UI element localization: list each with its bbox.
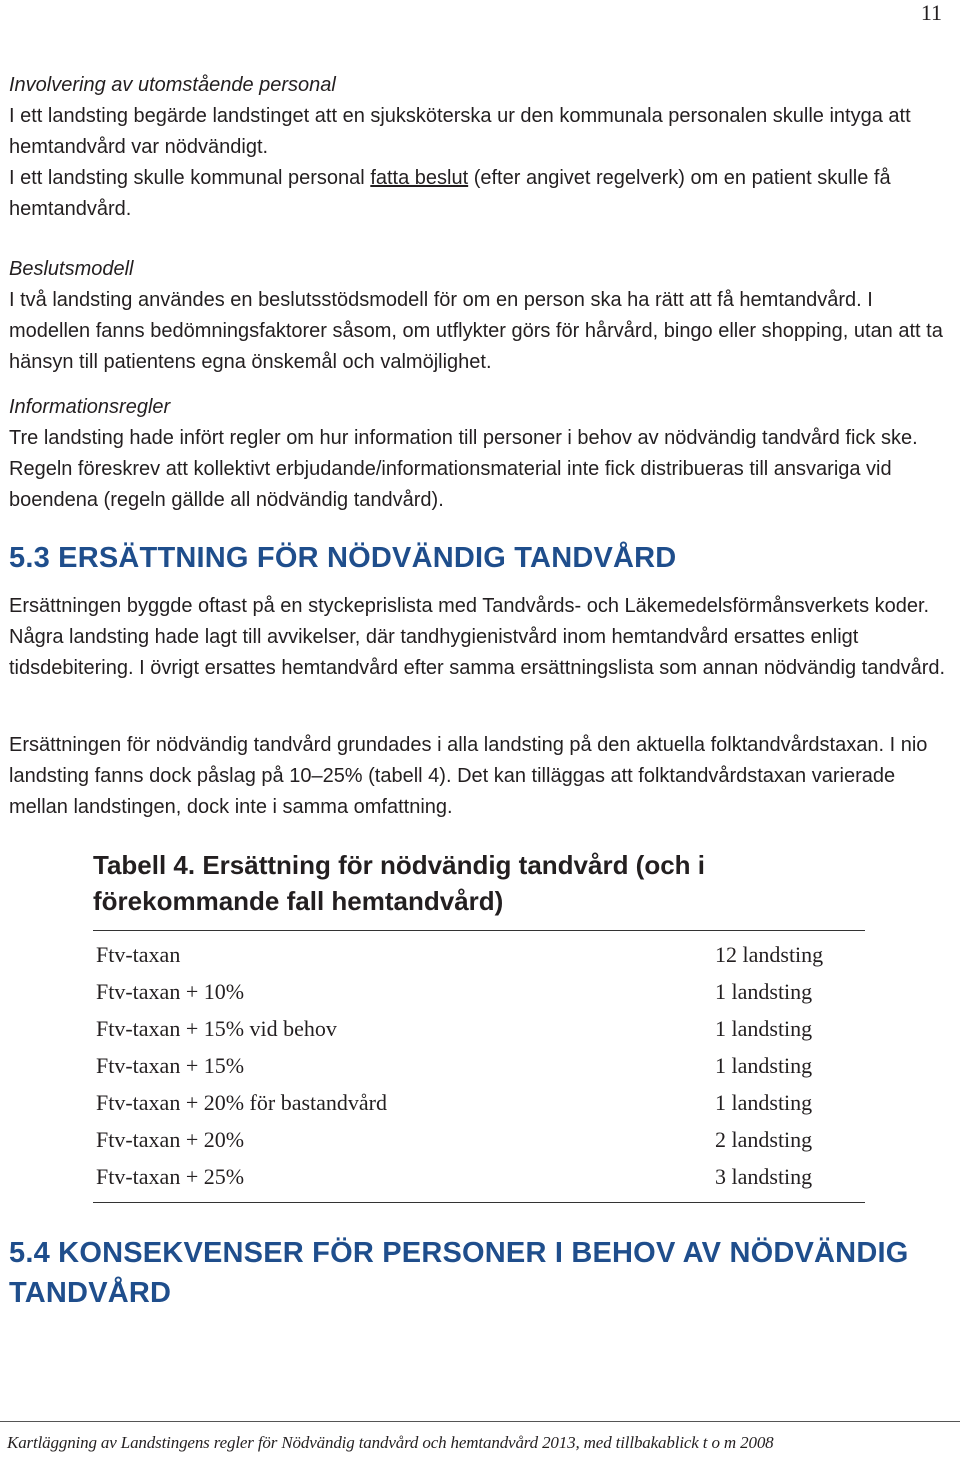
table-cell-taxa: Ftv-taxan + 15% vid behov <box>96 1016 337 1041</box>
table-cell-count: 2 landsting <box>715 1127 813 1152</box>
table-row <box>93 1120 865 1157</box>
table-4 <box>93 930 865 1203</box>
beslutsmodell-section <box>9 254 949 378</box>
involvering-p2-end: (efter angivet regelverk) om en patient skulle få hemtandvård. <box>9 167 891 220</box>
section-5-4-heading: 5.4 KONSEKVENSER FÖR PERSONER I BEHOV AV NÖDVÄNDIG TANDVÅRD <box>9 1237 909 1309</box>
table-cell-count: 12 landsting <box>715 942 824 967</box>
table-cell-taxa: Ftv-taxan + 20% för bastandvård <box>96 1090 387 1115</box>
section-5-3-paragraph-1: Ersättningen byggde oftast på en styckeprislista med Tandvårds- och Läkemedelsförmånsverkets koder. Några landsting hade lagt till avvikelser, där tandhygienistvård inom hemtandvård ersattes enligt tidsdebitering. I övrigt ersattes hemtandvård efter samma ersättningslista som annan nödvändig tandvård. <box>9 595 946 679</box>
section-5-3-heading: 5.3 ERSÄTTNING FÖR NÖDVÄNDIG TANDVÅRD <box>9 542 677 574</box>
informationsregler-paragraph: Tre landsting hade infört regler om hur information till personer i behov av nödvändig tandvård fick ske. Regeln föreskrev att kollektivt erbjudande/informationsmaterial inte fick distribueras till ansvariga vid boendena (regeln gällde all nödvändig tandvård). <box>9 427 918 511</box>
table-cell-count: 1 landsting <box>715 1053 813 1078</box>
page-number: 11 <box>920 0 942 25</box>
beslutsmodell-paragraph: I två landsting användes en beslutsstödsmodell för om en person ska ha rätt att få hemtandvård. I modellen fanns bedömningsfaktorer såsom, om utflykter görs för hårvård, bingo eller shopping, utan att ta hänsyn till patientens egna önskemål och valmöjlighet. <box>9 289 943 373</box>
involvering-section <box>9 70 949 225</box>
footer-divider <box>0 1421 960 1422</box>
involvering-p2-start: I ett landsting skulle kommunal personal <box>9 167 371 189</box>
informationsregler-heading: Informationsregler <box>9 396 171 418</box>
beslutsmodell-heading: Beslutsmodell <box>9 258 134 280</box>
section-5-3-paragraph-2: Ersättningen för nödvändig tandvård grundades i alla landsting på den aktuella folktandvårdstaxan. I nio landsting fanns dock påslag på 10–25% (tabell 4). Det kan tilläggas att folktandvårdstaxan varierade mellan landstingen, dock inte i samma omfattning. <box>9 734 928 818</box>
table-cell-count: 1 landsting <box>715 1016 813 1041</box>
involvering-paragraph-1: I ett landsting begärde landstinget att en sjuksköterska ur den kommunala personalen skulle intyga att hemtandvård var nödvändigt. <box>9 105 911 158</box>
table-row <box>93 1046 865 1083</box>
table-cell-taxa: Ftv-taxan + 20% <box>96 1127 245 1152</box>
table-cell-taxa: Ftv-taxan + 25% <box>96 1164 245 1189</box>
fatta-beslut-link[interactable]: fatta beslut <box>370 167 469 189</box>
informationsregler-section <box>9 392 949 516</box>
table-row <box>93 972 865 1009</box>
table-cell-count: 1 landsting <box>715 1090 813 1115</box>
table-cell-taxa: Ftv-taxan + 10% <box>96 979 245 1004</box>
table-row <box>93 1009 865 1046</box>
table-4-title: Tabell 4. Ersättning för nödvändig tandvård (och i förekommande fall hemtandvård) <box>93 850 706 916</box>
table-cell-taxa: Ftv-taxan + 15% <box>96 1053 245 1078</box>
page-footer: Kartläggning av Landstingens regler för Nödvändig tandvård och hemtandvård 2013, med tillbakablick t o m 2008 <box>7 1433 774 1452</box>
table-cell-count: 3 landsting <box>715 1164 813 1189</box>
table-cell-taxa: Ftv-taxan <box>96 942 181 967</box>
table-row <box>93 1157 865 1194</box>
table-cell-count: 1 landsting <box>715 979 813 1004</box>
table-row <box>93 1083 865 1120</box>
involvering-paragraph-2 <box>9 163 949 225</box>
involvering-heading: Involvering av utomstående personal <box>9 74 336 96</box>
table-row <box>93 935 865 972</box>
